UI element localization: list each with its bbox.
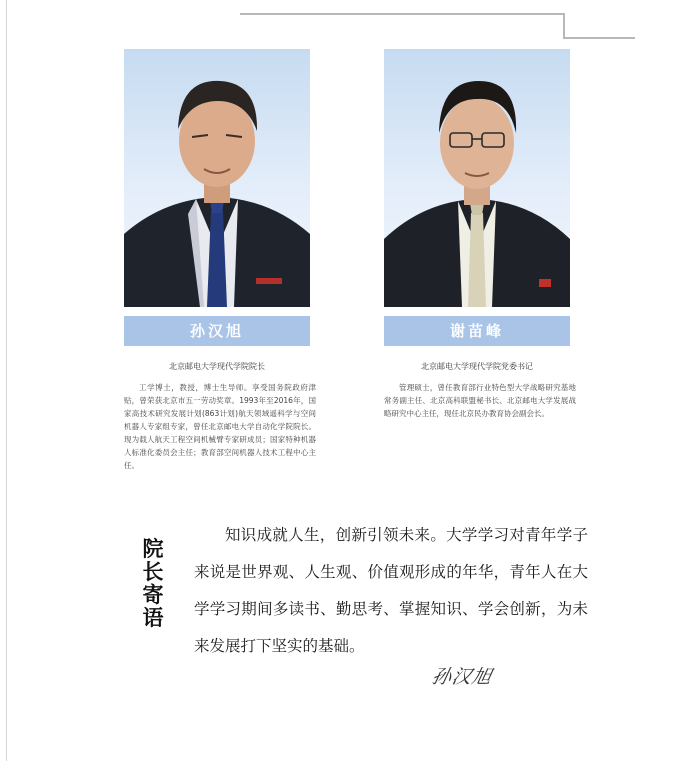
name-bar-president: 孙汉旭 xyxy=(124,316,310,346)
title-char: 长 xyxy=(142,560,164,584)
decorative-rule-top xyxy=(240,13,563,15)
portrait-photo-president xyxy=(124,49,310,307)
president-message-text: 知识成就人生，创新引领未来。大学学习对青年学子来说是世界观、人生观、价值观形成的年华，青年人在大学学习期间多读书、勤思考、掌握知识、学会创新，为未来发展打下坚实的基础。 xyxy=(194,526,588,655)
portrait-photo-party-secretary xyxy=(384,49,570,307)
page-edge-line xyxy=(6,0,7,761)
decorative-rule-right xyxy=(563,37,635,39)
title-char: 寄 xyxy=(142,583,164,607)
bio-party-secretary: 管理硕士，曾任教育部行业特色型大学战略研究基地常务副主任、北京高科联盟秘书长、北京邮电大学发展战略研究中心主任，现任北京民办教育协会副会长。 xyxy=(384,383,576,418)
message-section-title xyxy=(139,538,167,630)
role-title-president: 北京邮电大学现代学院院长 xyxy=(169,362,265,371)
role-title-party-secretary: 北京邮电大学现代学院党委书记 xyxy=(421,362,533,371)
handwritten-signature: 孙汉旭 xyxy=(429,666,495,688)
title-char: 院 xyxy=(142,537,164,561)
title-char: 语 xyxy=(142,606,164,630)
bio-president: 工学博士，教授，博士生导师。享受国务院政府津贴，曾荣获北京市五一劳动奖章。1993年至2016年，国家高技术研究发展计划(863计划)航天领域遥科学与空间机器人专家组专家，曾任北京邮电大学自动化学院院长。现为载人航天工程空间机械臂专家研成员；国家特种机器人标准化委员会主任；教育部空间机器人技术工程中心主任。 xyxy=(124,383,316,470)
decorative-rule-step xyxy=(563,13,565,38)
name-bar-party-secretary: 谢苗峰 xyxy=(384,316,570,346)
